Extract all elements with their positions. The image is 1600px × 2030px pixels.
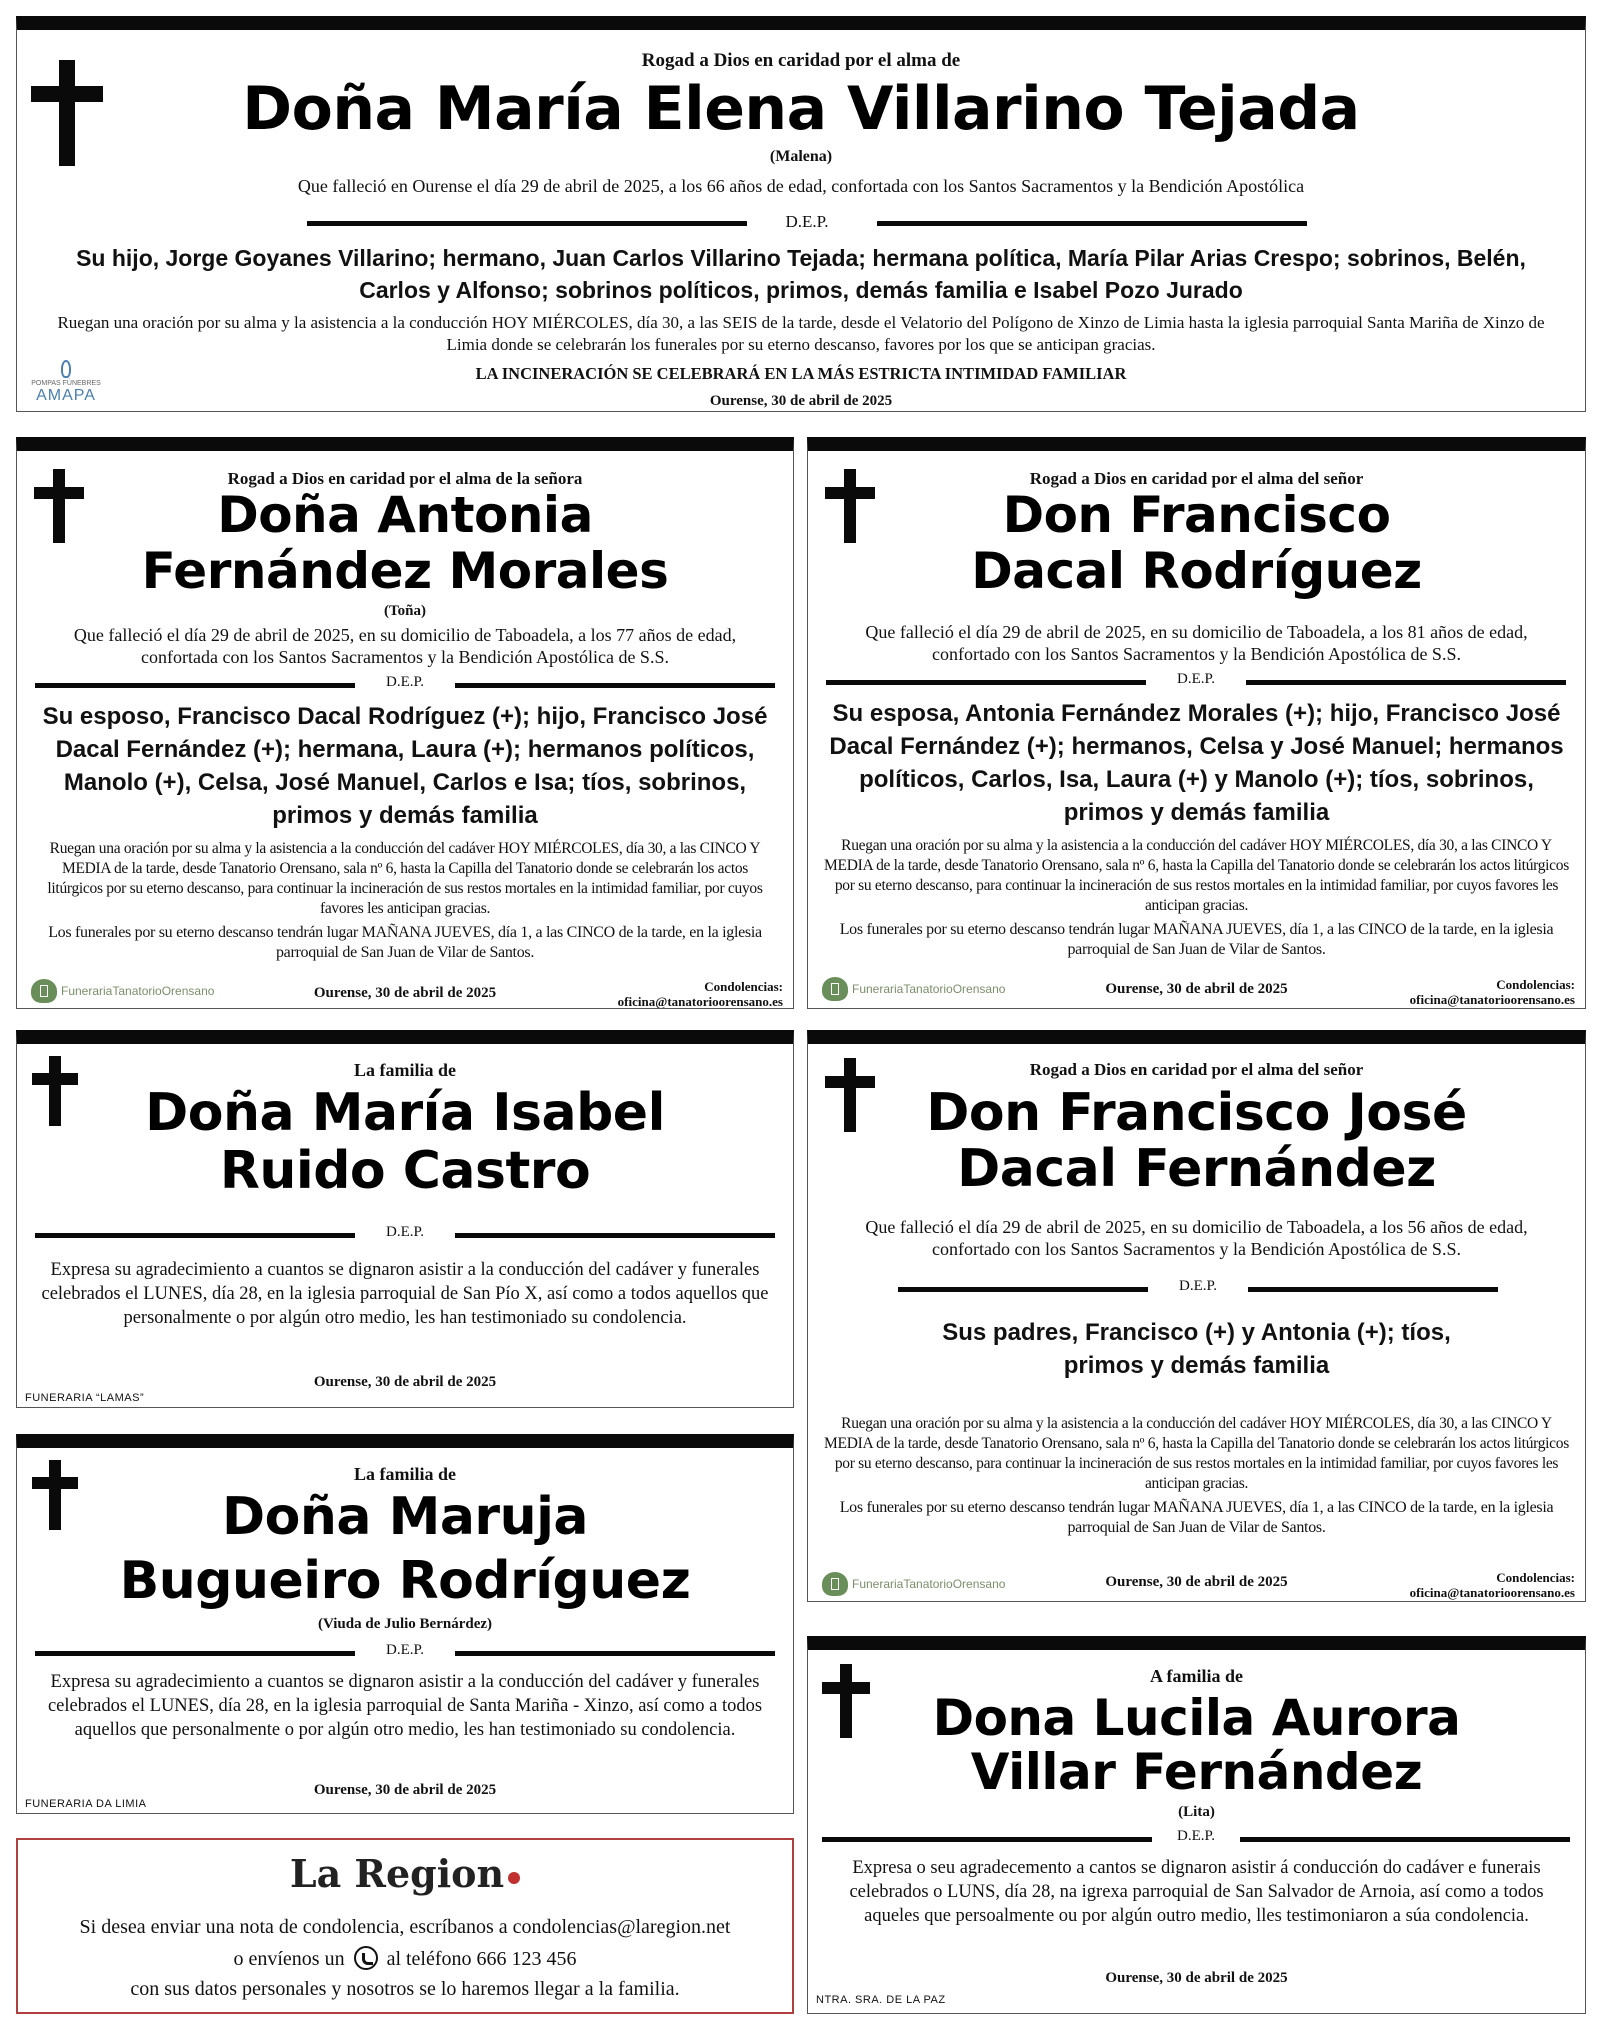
- condolences-contact: [1410, 977, 1575, 1007]
- notice-date: Ourense, 30 de abril de 2025: [313, 1374, 497, 1390]
- deceased-name-line1: Dona Lucila Aurora: [932, 1689, 1461, 1747]
- thanks-text: Expresa su agradecimiento a cuantos se dignaron asistir a la conducción del cadáver y funerales celebrados el LUNES, día 28, en la iglesia parroquial de San Pío X, así como a todos aquellos que personalmente o por algún otro medio, les han testimoniado su condolencia.: [41, 1260, 769, 1328]
- dep-label: D.E.P.: [386, 674, 424, 690]
- notice-date: Ourense, 30 de abril de 2025: [1105, 1970, 1288, 1986]
- notice-date: Ourense, 30 de abril de 2025: [709, 393, 893, 409]
- deceased-name-line2: Bugueiro Rodríguez: [119, 1551, 691, 1611]
- dep-divider: [822, 1828, 1570, 1848]
- deceased-name-line1: Doña Antonia: [217, 486, 593, 544]
- notice-date: Ourense, 30 de abril de 2025: [1105, 981, 1288, 997]
- deceased-name-line1: Doña María Isabel: [145, 1083, 665, 1143]
- brand-dot-icon: [508, 1872, 520, 1884]
- intro-text: A familia de: [1150, 1666, 1243, 1686]
- dep-label: D.E.P.: [386, 1224, 424, 1240]
- deceased-name-line2: Dacal Rodríguez: [971, 542, 1422, 600]
- family-list: Su esposo, Francisco Dacal Rodríguez (+); hijo, Francisco José Dacal Fernández (+); hermana, Laura (+); hermanos políticos, Manolo (+), Celsa, José Manuel, Carlos e Isa; tíos, sobrinos, primos y demás familia: [42, 703, 768, 829]
- funeral-home-name: FUNERARIA “LAMAS”: [25, 1392, 145, 1404]
- ad-line-3: con sus datos personales y nosotros se lo haremos llegar a la familia.: [130, 1978, 680, 2000]
- intro-text: Rogad a Dios en caridad por el alma del señor: [1029, 469, 1364, 488]
- thanks-text: Expresa o seu agradecemento a cantos se dignaron asistir á conducción do cadáver e funerais celebrados o LUNS, día 28, na igrexa parroquial de San Salvador de Arnoia, así como a todos aqueles que persoalmente ou por algún outro medio, lles testimoniaron a súa condolencia.: [849, 1858, 1544, 1926]
- intro-text: Rogad a Dios en caridad por el alma de: [641, 50, 961, 71]
- funeral-home-logo: [29, 360, 103, 405]
- ad-line-2-start: o envíenos un: [233, 1948, 345, 1970]
- death-notice-text: Que falleció el día 29 de abril de 2025, en su domicilio de Taboadela, a los 77 años de edad, confortada con los Santos Sacramentos y la Bendición Apostólica de S.S.: [73, 625, 737, 667]
- ad-line-2: [18, 1946, 792, 1971]
- condolences-contact: [618, 979, 783, 1009]
- death-notice-text: Que falleció el día 29 de abril de 2025, en su domicilio de Taboadela, a los 56 años de edad, confortado con los Santos Sacramentos y la Bendición Apostólica de S.S.: [865, 1217, 1528, 1259]
- ad-line-1: Si desea enviar una nota de condolencia, escríbanos a condolencias@laregion.net: [79, 1916, 731, 1938]
- thanks-text: Expresa su agradecimiento a cuantos se dignaron asistir a la conducción del cadáver y funerales celebrados el LUNES, día 28, en la iglesia parroquial de Santa Mariña - Xinzo, así como a todos aquellos que personalmente o por algún otro medio, les han testimoniado su condolencia.: [47, 1672, 763, 1740]
- dep-label: D.E.P.: [1177, 1828, 1215, 1844]
- incineration-note: LA INCINERACIÓN SE CELEBRARÁ EN LA MÁS ESTRICTA INTIMIDAD FAMILIAR: [475, 364, 1127, 383]
- dep-divider: [35, 1224, 775, 1244]
- nickname: (Viuda de Julio Bernárdez): [317, 1616, 493, 1632]
- dep-label: D.E.P.: [785, 212, 829, 231]
- dep-label: D.E.P.: [386, 1642, 424, 1658]
- intro-text: Rogad a Dios en caridad por el alma del señor: [1029, 1060, 1364, 1079]
- funeral-home-name: NTRA. SRA. DE LA PAZ: [816, 1994, 946, 2006]
- condolences-email[interactable]: oficina@tanatorioorensano.es: [1409, 1585, 1575, 1600]
- condolences-label: Condolencias:: [1496, 1570, 1575, 1585]
- dep-divider: [898, 1278, 1498, 1298]
- intro-text: La familia de: [354, 1464, 456, 1484]
- death-notice-text: Que falleció en Ourense el día 29 de abril de 2025, a los 66 años de edad, confortada con los Santos Sacramentos y la Bendición Apostólica: [297, 176, 1305, 196]
- ad-line-2-end: al teléfono 666 123 456: [386, 1948, 577, 1970]
- obituary-dacal-fernandez: [807, 1030, 1586, 1602]
- prayer-text: Ruegan una oración por su alma y la asistencia a la conducción del cadáver HOY MIÉRCOLES, día 30, a las CINCO Y MEDIA de la tarde, desde Tanatorio Orensano, sala nº 6, hasta la Capilla del Tanatorio donde se celebrarán los actos litúrgicos por su eterno descanso, para continuar la incineración de sus restos mortales en la intimidad familiar, por cuyos favores les anticipan gracias.: [824, 837, 1569, 914]
- notice-date: Ourense, 30 de abril de 2025: [313, 1782, 497, 1798]
- condolence-ad: [16, 1838, 794, 2014]
- condolences-label: Condolencias:: [1496, 977, 1575, 992]
- prayer-text: Ruegan una oración por su alma y la asistencia a la conducción del cadáver HOY MIÉRCOLES, día 30, a las CINCO Y MEDIA de la tarde, desde Tanatorio Orensano, sala nº 6, hasta la Capilla del Tanatorio donde se celebrarán los actos litúrgicos por su eterno descanso, para continuar la incineración de sus restos mortales en la intimidad familiar, por cuyos favores les anticipan gracias.: [824, 1415, 1569, 1492]
- newspaper-logo: [18, 1852, 792, 1896]
- funeral-home-name: AMAPA: [36, 387, 96, 404]
- dep-label: D.E.P.: [1179, 1278, 1217, 1294]
- notice-date: Ourense, 30 de abril de 2025: [313, 985, 497, 1001]
- brand-name: La Region: [289, 1851, 505, 1896]
- deceased-name-line2: Ruido Castro: [219, 1141, 591, 1201]
- nickname: (Toña): [384, 603, 426, 619]
- condolences-label: Condolencias:: [704, 979, 783, 994]
- flame-icon: [61, 360, 71, 378]
- intro-text: Rogad a Dios en caridad por el alma de la señora: [227, 469, 583, 488]
- deceased-name-line1: Don Francisco: [1002, 486, 1391, 544]
- obituary-ruido-castro: [16, 1030, 794, 1408]
- obituary-dacal-rodriguez: [807, 437, 1586, 1009]
- funeral-home-tagline: POMPAS FÚNEBRES: [31, 380, 101, 387]
- funerals-text: Los funerales por su eterno descanso tendrán lugar MAÑANA JUEVES, día 1, a las CINCO de la tarde, en la iglesia parroquial de San Juan de Vilar de Santos.: [839, 921, 1554, 958]
- nickname: (Lita): [1178, 1804, 1215, 1820]
- condolences-email[interactable]: oficina@tanatorioorensano.es: [1409, 992, 1575, 1007]
- prayer-text: Ruegan una oración por su alma y la asistencia a la conducción del cadáver HOY MIÉRCOLES, día 30, a las CINCO Y MEDIA de la tarde, desde Tanatorio Orensano, sala nº 6, hasta la Capilla del Tanatorio donde se celebrarán los actos litúrgicos por su eterno descanso, para continuar la incineración de sus restos mortales en la intimidad familiar, por cuyos favores les anticipan gracias.: [47, 840, 763, 917]
- dep-divider: [35, 674, 775, 694]
- dep-divider: [307, 212, 1307, 232]
- prayer-text: Ruegan una oración por su alma y la asistencia a la conducción HOY MIÉRCOLES, día 30, a las SEIS de la tarde, desde el Velatorio del Polígono de Xinzo de Limia hasta la iglesia parroquial Santa Mariña de Xinzo de Limia donde se celebrarán los funerales por su eterno descanso, favores por los que se anticipan gracias.: [57, 313, 1545, 354]
- obituary-villar-fernandez: [807, 1636, 1586, 2014]
- deceased-name-line2: Fernández Morales: [141, 542, 669, 600]
- obituary-fernandez-morales: [16, 437, 794, 1009]
- family-list: Sus padres, Francisco (+) y Antonia (+); tíos, primos y demás familia: [942, 1319, 1451, 1379]
- death-notice-text: Que falleció el día 29 de abril de 2025, en su domicilio de Taboadela, a los 81 años de edad, confortado con los Santos Sacramentos y la Bendición Apostólica de S.S.: [865, 622, 1528, 664]
- whatsapp-icon[interactable]: [354, 1946, 378, 1970]
- family-list: Su hijo, Jorge Goyanes Villarino; hermano, Juan Carlos Villarino Tejada; hermana política, María Pilar Arias Crespo; sobrinos, Belén, Carlos y Alfonso; sobrinos políticos, primos, demás familia e Isabel Pozo Jurado: [76, 245, 1526, 303]
- funeral-home-name: FunerariaTanatorioOrensano: [852, 1577, 1006, 1591]
- nickname: (Malena): [769, 148, 833, 165]
- funeral-home-name: FunerariaTanatorioOrensano: [61, 984, 215, 998]
- dep-divider: [826, 671, 1566, 691]
- dep-label: D.E.P.: [1177, 671, 1215, 687]
- intro-text: La familia de: [354, 1060, 456, 1080]
- funeral-home-name: FunerariaTanatorioOrensano: [852, 982, 1006, 996]
- funerals-text: Los funerales por su eterno descanso tendrán lugar MAÑANA JUEVES, día 1, a las CINCO de la tarde, en la iglesia parroquial de San Juan de Vilar de Santos.: [48, 924, 762, 961]
- obituary-villarino-tejada: [16, 16, 1586, 412]
- deceased-name-line2: Villar Fernández: [970, 1743, 1423, 1801]
- deceased-name-line1: Don Francisco José: [926, 1083, 1467, 1143]
- deceased-name: Doña María Elena Villarino Tejada: [242, 74, 1360, 144]
- funerals-text: Los funerales por su eterno descanso tendrán lugar MAÑANA JUEVES, día 1, a las CINCO de la tarde, en la iglesia parroquial de San Juan de Vilar de Santos.: [839, 1499, 1554, 1536]
- condolences-contact: [1410, 1570, 1575, 1600]
- obituary-bugueiro-rodriguez: [16, 1434, 794, 1814]
- condolences-email[interactable]: oficina@tanatorioorensano.es: [617, 994, 783, 1009]
- deceased-name-line2: Dacal Fernández: [957, 1139, 1436, 1199]
- notice-date: Ourense, 30 de abril de 2025: [1105, 1574, 1288, 1590]
- funeral-home-name: FUNERARIA DA LIMIA: [25, 1798, 147, 1810]
- dep-divider: [35, 1642, 775, 1662]
- deceased-name-line1: Doña Maruja: [221, 1487, 588, 1547]
- family-list: Su esposa, Antonia Fernández Morales (+); hijo, Francisco José Dacal Fernández (+); hermanos, Celsa y José Manuel; hermanos políticos, Carlos, Isa, Laura (+) y Manolo (+); tíos, sobrinos, primos y demás familia: [829, 700, 1564, 826]
